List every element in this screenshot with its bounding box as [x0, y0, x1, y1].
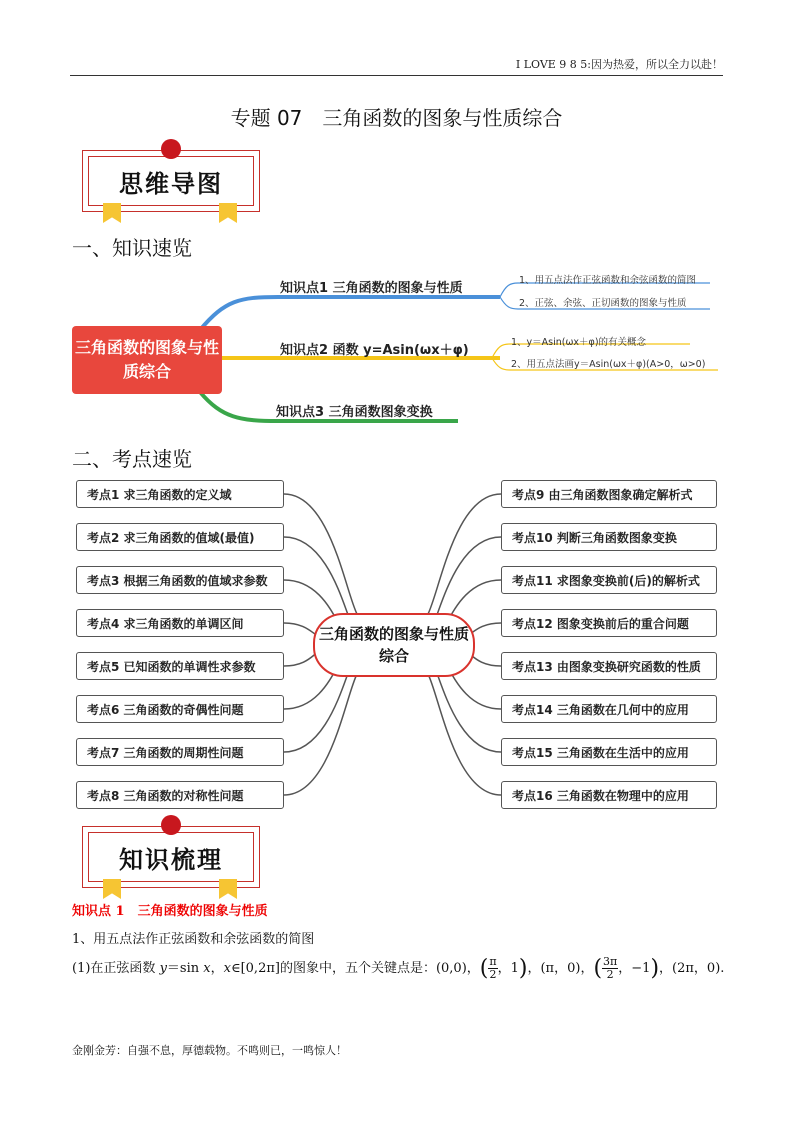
connector-right-15	[435, 668, 501, 752]
line2-sep: ，(π，0)，	[527, 961, 594, 976]
exam-point-15: 考点15 三角函数在生活中的应用	[501, 738, 717, 766]
knowledge-point-1: 知识点1 三角函数的图象与性质	[280, 281, 463, 296]
exam-point-4: 考点4 求三角函数的单调区间	[76, 609, 284, 637]
knowledge-map-root: 三角函数的图象与性质综合	[72, 326, 222, 394]
knowledge-sub-1-1: 1、用五点法作正弦函数和余弦函数的简图	[519, 275, 697, 286]
page-title: 专题 07 三角函数的图象与性质综合	[230, 106, 563, 130]
knowledge-sub-2-1: 1、y＝Asin(ωx＋φ)的有关概念	[511, 337, 647, 348]
mind-map-badge-label: 思维导图	[88, 156, 254, 206]
exam-point-2: 考点2 求三角函数的值域(最值)	[76, 523, 284, 551]
exam-point-3: 考点3 根据三角函数的值域求参数	[76, 566, 284, 594]
pin-dot-icon	[161, 815, 181, 835]
exam-point-6: 考点6 三角函数的奇偶性问题	[76, 695, 284, 723]
line2-comma: ，	[210, 961, 224, 976]
var-y: y	[159, 961, 167, 976]
var-x: x	[203, 961, 211, 976]
exam-point-12: 考点12 图象变换前后的重合问题	[501, 609, 717, 637]
connector-left-7	[284, 668, 350, 752]
exam-point-9: 考点9 由三角函数图象确定解析式	[501, 480, 717, 508]
knowledge-badge	[82, 826, 260, 888]
knowledge-line-1: 1、用五点法作正弦函数和余弦函数的简图	[72, 932, 315, 947]
line2-lead: (1)在正弦函数	[72, 961, 160, 976]
connector-left-2	[284, 537, 350, 620]
fraction-pi-over-2: $\frac{\pi}{2}$	[489, 955, 497, 981]
point1-y: ，1	[497, 961, 519, 976]
connector-left-4	[284, 623, 318, 636]
paren-open: (	[479, 956, 489, 981]
paren-open: (	[593, 956, 603, 981]
exam-point-1: 考点1 求三角函数的定义域	[76, 480, 284, 508]
paren-close: )	[518, 956, 528, 981]
knowledge-sub-2-2: 2、用五点法画y＝Asin(ωx＋φ)(A>0，ω>0)	[511, 359, 706, 370]
knowledge-line-2	[72, 956, 724, 981]
exam-map-center: 三角函数的图象与性质综合	[313, 613, 475, 677]
fraction-3pi-over-2: $\frac{3\pi}{2}$	[603, 955, 618, 981]
paren-close: )	[650, 956, 660, 981]
knowledge-badge-label: 知识梳理	[88, 832, 254, 882]
knowledge-point-2: 知识点2 函数 y=Asin(ωx＋φ)	[280, 343, 469, 358]
knowledge-sub-1-2: 2、正弦、余弦、正切函数的图象与性质	[519, 298, 687, 309]
exam-point-10: 考点10 判断三角函数图象变换	[501, 523, 717, 551]
exam-point-8: 考点8 三角函数的对称性问题	[76, 781, 284, 809]
line2-domain: ∈[0,2π]的图象中，五个关键点是：(0,0)，	[230, 961, 480, 976]
knowledge-point-3: 知识点3 三角函数图象变换	[276, 405, 433, 420]
line2-eq: ＝sin	[166, 961, 204, 976]
point2-y: ，−1	[618, 961, 651, 976]
connector-right-10	[435, 537, 501, 620]
section-heading-knowledge-overview: 一、知识速览	[72, 236, 192, 260]
exam-point-16: 考点16 三角函数在物理中的应用	[501, 781, 717, 809]
footer-motto: 金刚金芳：自强不息，厚德载物。不鸣则已，一鸣惊人！	[72, 1044, 347, 1057]
section-heading-exam-overview: 二、考点速览	[72, 447, 192, 471]
line2-tail: ，(2π，0).	[659, 961, 725, 976]
knowledge-point-title: 知识点 1 三角函数的图象与性质	[72, 904, 268, 919]
exam-point-5: 考点5 已知函数的单调性求参数	[76, 652, 284, 680]
exam-point-7: 考点7 三角函数的周期性问题	[76, 738, 284, 766]
var-x2: x	[223, 961, 231, 976]
exam-point-14: 考点14 三角函数在几何中的应用	[501, 695, 717, 723]
exam-point-11: 考点11 求图象变换前(后)的解析式	[501, 566, 717, 594]
exam-point-13: 考点13 由图象变换研究函数的性质	[501, 652, 717, 680]
header-slogan: I LOVE 9 8 5:因为热爱，所以全力以赴！	[515, 58, 723, 71]
